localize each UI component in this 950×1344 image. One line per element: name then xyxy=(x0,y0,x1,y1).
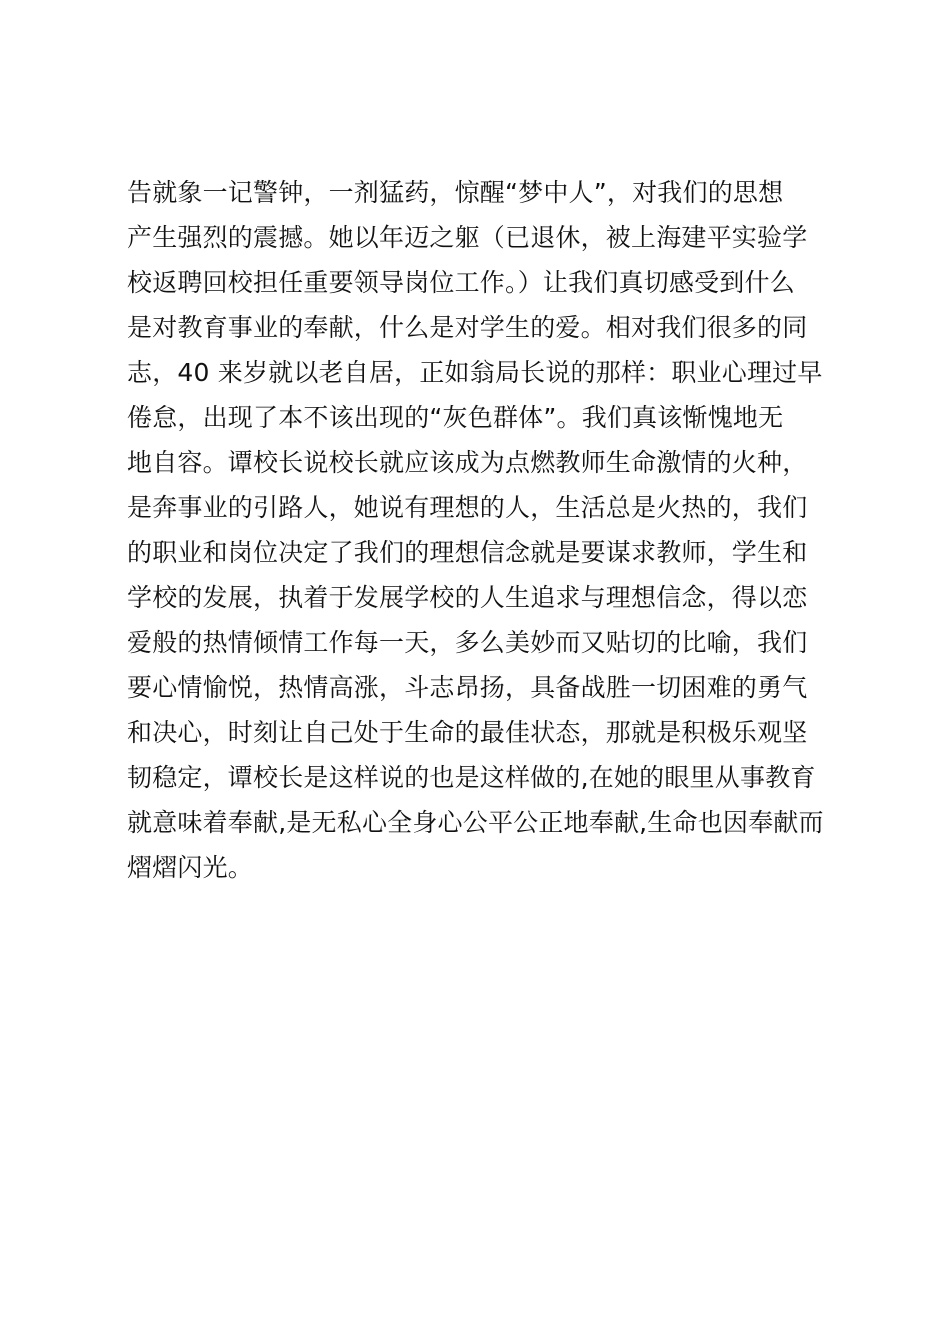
body-paragraph xyxy=(127,170,837,890)
paragraph-line: 要心情愉悦，热情高涨，斗志昂扬，具备战胜一切困难的勇气 xyxy=(127,673,808,702)
paragraph-line: 倦怠，出现了本不该出现的“灰色群体”。我们真该惭愧地无 xyxy=(127,403,784,432)
paragraph-line: 志，40 来岁就以老自居，正如翁局长说的那样：职业心理过早 xyxy=(127,358,823,387)
paragraph-line: 产生强烈的震撼。她以年迈之躯（已退休，被上海建平实验学 xyxy=(127,223,808,252)
paragraph-line: 就意味着奉献,是无私心全身心公平公正地奉献,生命也因奉献而 xyxy=(127,808,824,837)
paragraph-line: 地自容。谭校长说校长就应该成为点燃教师生命激情的火种， xyxy=(127,448,808,477)
paragraph-line: 熠熠闪光。 xyxy=(127,853,254,882)
paragraph-line: 校返聘回校担任重要领导岗位工作。）让我们真切感受到什么 xyxy=(127,268,795,297)
paragraph-line: 学校的发展，执着于发展学校的人生追求与理想信念，得以恋 xyxy=(127,583,808,612)
paragraph-line: 是对教育事业的奉献，什么是对学生的爱。相对我们很多的同 xyxy=(127,313,808,342)
paragraph-line: 和决心，时刻让自己处于生命的最佳状态，那就是积极乐观坚 xyxy=(127,718,808,747)
paragraph-line: 爱般的热情倾情工作每一天，多么美妙而又贴切的比喻，我们 xyxy=(127,628,808,657)
paragraph-line: 告就象一记警钟，一剂猛药，惊醒“梦中人”，对我们的思想 xyxy=(127,178,784,207)
paragraph-line: 是奔事业的引路人，她说有理想的人，生活总是火热的，我们 xyxy=(127,493,808,522)
paragraph-line: 的职业和岗位决定了我们的理想信念就是要谋求教师，学生和 xyxy=(127,538,808,567)
paragraph-line: 韧稳定，谭校长是这样说的也是这样做的,在她的眼里从事教育 xyxy=(127,763,816,792)
